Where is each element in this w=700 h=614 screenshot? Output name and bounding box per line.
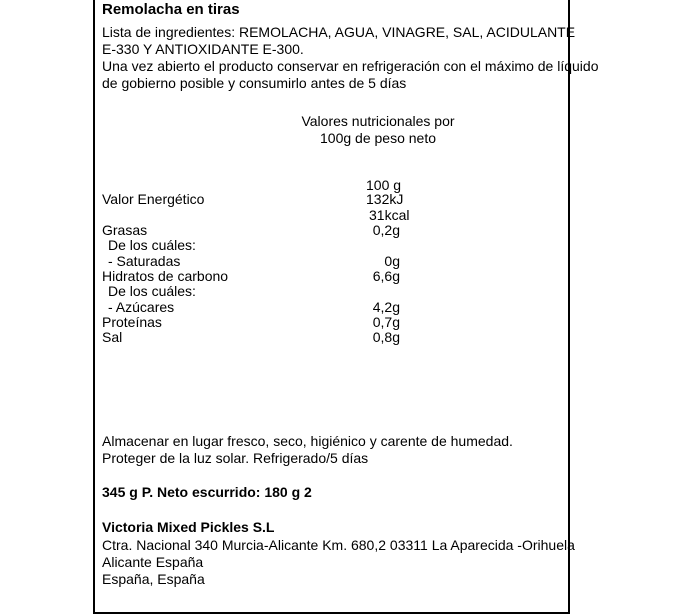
nutrient-value-carbs: 6,6g <box>372 268 400 284</box>
manufacturer-address-line-2: Alicante España <box>102 554 204 570</box>
energy-kcal: 31kcal <box>369 207 410 223</box>
nutrient-label-sugars: - Azúcares <box>108 299 175 315</box>
energy-label: Valor Energético <box>102 191 205 207</box>
nutrient-value-protein: 0,7g <box>372 314 400 330</box>
manufacturer-address-line-3: España, España <box>102 571 205 587</box>
nutrient-label-carbs: Hidratos de carbono <box>102 268 229 284</box>
product-title: Remolacha en tiras <box>102 1 240 18</box>
conservation-line-2: Proteger de la luz solar. Refrigerado/5 días <box>102 450 369 466</box>
weights-line: 345 g P. Neto escurrido: 180 g 2 <box>102 484 312 500</box>
nutrient-value-sugars: 4,2g <box>372 299 400 315</box>
nutrient-label-of-which: De los cuáles: <box>108 237 196 253</box>
nutrient-label-fat: Grasas <box>102 222 148 238</box>
nutrient-value-salt: 0,8g <box>372 329 400 345</box>
ingredients-line-2: E-330 Y ANTIOXIDANTE E-300. <box>102 41 304 57</box>
manufacturer-name: Victoria Mixed Pickles S.L <box>102 519 275 535</box>
storage-line-1: Una vez abierto el producto conservar en refrigeración con el máximo de líquido <box>102 58 599 74</box>
nutrient-label-salt: Sal <box>102 329 123 345</box>
nutrient-value-saturated: 0g <box>384 253 400 269</box>
nutrition-header-line-1: Valores nutricionales por <box>301 113 455 129</box>
energy-kj: 132kJ <box>366 191 404 207</box>
nutrition-header-line-2: 100g de peso neto <box>320 130 436 146</box>
nutrient-label-protein: Proteínas <box>102 314 162 330</box>
conservation-line-1: Almacenar en lugar fresco, seco, higiénico y carente de humedad. <box>102 433 513 449</box>
nutrient-label-of-which-2: De los cuáles: <box>108 283 196 299</box>
manufacturer-address-line-1: Ctra. Nacional 340 Murcia-Alicante Km. 680,2 03311 La Aparecida -Orihuela <box>102 537 575 553</box>
nutrient-label-saturated: - Saturadas <box>108 253 181 269</box>
nutrient-value-fat: 0,2g <box>372 222 400 238</box>
storage-line-2: de gobierno posible y consumirlo antes de 5 días <box>102 75 407 91</box>
ingredients-line-1: Lista de ingredientes: REMOLACHA, AGUA, VINAGRE, SAL, ACIDULANTE <box>102 24 576 40</box>
nutrition-column-header: 100 g <box>366 177 402 193</box>
